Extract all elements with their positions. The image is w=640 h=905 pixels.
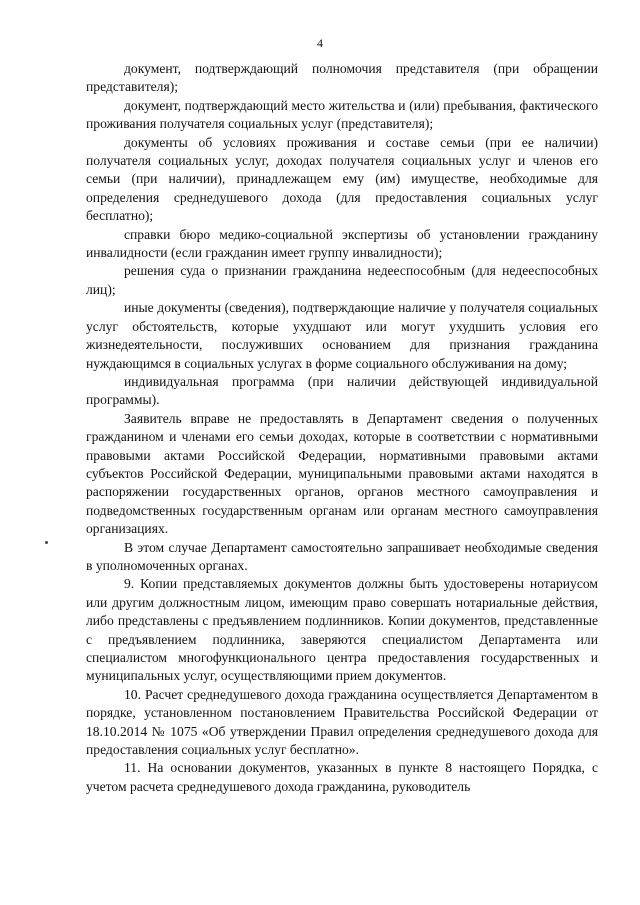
paragraph-residence-document: документ, подтверждающий место жительства и (или) пребывания, фактического проживания получателя социальных услуг (представителя); [86, 97, 598, 132]
paragraph-item-10: 10. Расчет среднедушевого дохода гражданина осуществляется Департаментом в порядке, установленном постановлением Правительства Российской Федерации от 18.10.2014 № 1075 «Об утверждении Правил определения среднедушевого дохода для предоставления социальных услуг бесплатно». [86, 686, 598, 758]
paragraph-department-request: В этом случае Департамент самостоятельно запрашивает необходимые сведения в уполномоченных органах. [86, 539, 598, 573]
paragraph-individual-program: индивидуальная программа (при наличии действующей индивидуальной программы). [86, 373, 598, 408]
paragraph-item-11: 11. На основании документов, указанных в пункте 8 настоящего Порядка, с учетом расчета среднедушевого дохода гражданина, руководитель [86, 760, 598, 794]
paragraph-representative-authority: документ, подтверждающий полномочия представителя (при обращении представителя); [86, 61, 598, 95]
paragraph-other-documents: иные документы (сведения), подтверждающие наличие у получателя социальных услуг обстоятельств, которые ухудшают или могут ухудшить условия его жизнедеятельности, послуживших основанием для признания гражданина нуждающимся в социальных услугах в форме социального обслуживания на дому; [86, 300, 598, 371]
document-body [86, 60, 598, 796]
paragraph-disability-certificate: справки бюро медико-социальной экспертизы об установлении гражданину инвалидности (если гражданин имеет группу инвалидности); [86, 226, 598, 261]
paragraph-living-conditions-documents: документы об условиях проживания и составе семьи (при ее наличии) получателя социальных услуг, доходах получателя социальных услуг и членов его семьи (при наличии), принадлежащем ему (им) имуществе, необходимые для определения среднедушевого дохода (для предоставления социальных услуг бесплатно); [86, 134, 598, 224]
paragraph-applicant-right: Заявитель вправе не предоставлять в Департамент сведения о полученных гражданином и членами его семьи доходах, которые в соответствии с нормативными правовыми актами Российской Федерации, нормативными правовыми актами субъектов Российской Федерации, муниципальными правовыми актами находятся в распоряжении государственных органов, органов местного самоуправления и подведомственных государственным органам или органам местного самоуправления организациях. [86, 410, 598, 537]
scan-artifact-dot [45, 541, 48, 544]
page-number: 4 [317, 36, 323, 50]
paragraph-court-decision: решения суда о признании гражданина недееспособным (для недееспособных лиц); [86, 263, 598, 297]
paragraph-item-9: 9. Копии представляемых документов должны быть удостоверены нотариусом или другим должностным лицом, имеющим право совершать нотариальные действия, либо представлены с предъявлением подлинников. Копии документов, представленные с предъявлением подлинника, заверяются специалистом Департамента или специалистом многофункционального центра предоставления государственных и муниципальных услуг, осуществляющими прием документов. [86, 576, 598, 684]
